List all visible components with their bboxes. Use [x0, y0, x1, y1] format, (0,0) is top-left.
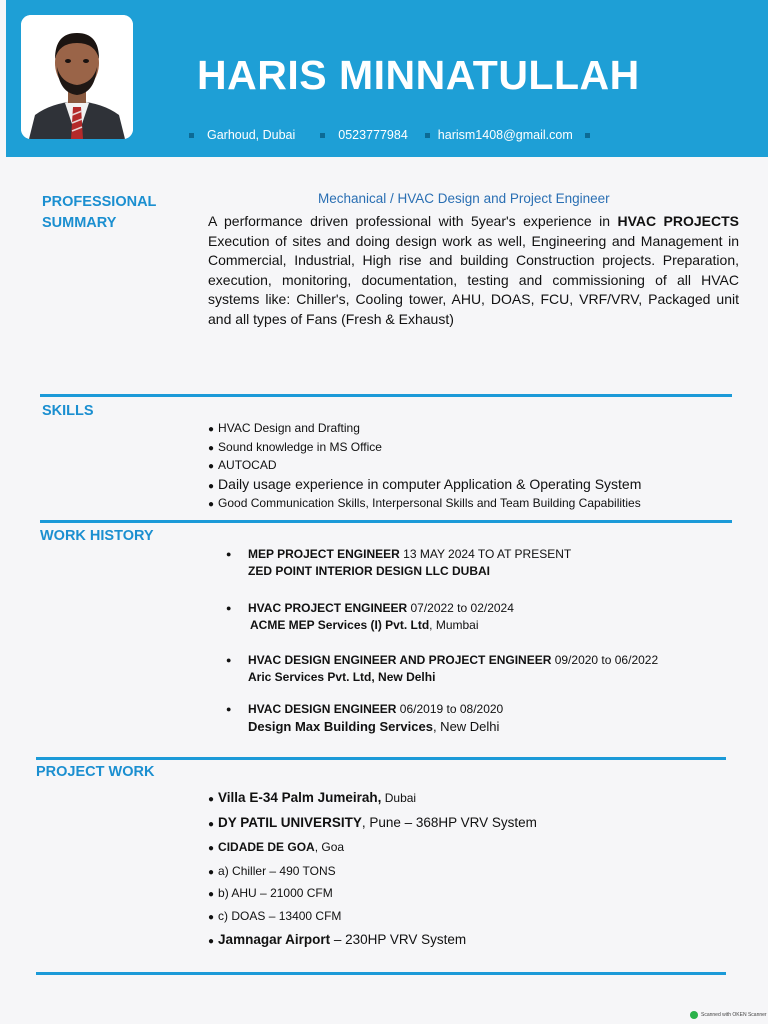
- bullet-icon: ●: [208, 480, 215, 492]
- header-banner: [6, 0, 768, 157]
- section-divider: [40, 520, 732, 523]
- phone-text: 0523777984: [338, 128, 408, 142]
- project-detail: Dubai: [381, 791, 417, 805]
- bullet-icon: ●: [208, 819, 215, 830]
- scanner-logo-icon: [690, 1011, 698, 1019]
- contact-email: [422, 128, 603, 142]
- profile-photo: [21, 15, 133, 139]
- scanner-watermark: [690, 1011, 767, 1019]
- bullet-icon: ●: [226, 704, 232, 714]
- project-item: [208, 790, 416, 805]
- job-dates: 13 MAY 2024 TO AT PRESENT: [399, 547, 572, 561]
- project-item: [208, 864, 336, 878]
- summary-heading-line2: SUMMARY: [42, 215, 117, 231]
- skill-text: Good Communication Skills, Interpersonal Skills and Team Building Capabilities: [218, 496, 641, 510]
- bullet-icon: ●: [208, 442, 215, 454]
- job-company: ACME MEP Services (I) Pvt. Ltd: [250, 618, 430, 632]
- bullet-icon: ●: [226, 549, 232, 559]
- job-entry: [226, 701, 503, 735]
- bullet-icon: ●: [226, 655, 232, 665]
- project-name: Villa E-34 Palm Jumeirah,: [218, 790, 382, 805]
- summary-text-start: A performance driven professional with 5year's experience in: [208, 213, 618, 229]
- project-item: [208, 815, 537, 830]
- location-text: Garhoud, Dubai: [207, 128, 296, 142]
- job-company: Design Max Building Services: [248, 719, 433, 734]
- project-name: CIDADE DE GOA: [218, 840, 315, 854]
- project-detail: a) Chiller – 490 TONS: [218, 864, 336, 878]
- bullet-icon: ●: [208, 867, 215, 878]
- job-entry: [226, 546, 571, 580]
- candidate-name: HARIS MINNATULLAH: [197, 52, 640, 98]
- role-title: Mechanical / HVAC Design and Project Engineer: [318, 191, 610, 206]
- contact-location: [186, 128, 295, 142]
- job-company: ZED POINT INTERIOR DESIGN LLC DUBAI: [248, 564, 491, 578]
- bullet-icon: ●: [208, 424, 215, 435]
- job-entry: [226, 652, 658, 686]
- bullet-icon: ●: [208, 843, 215, 854]
- job-place: , New Delhi: [432, 719, 500, 734]
- summary-text-bold: HVAC PROJECTS: [617, 213, 740, 229]
- job-title: HVAC DESIGN ENGINEER: [248, 702, 397, 716]
- scanner-text: Scanned with OKEN Scanner: [701, 1012, 767, 1018]
- job-dates: 09/2020 to 06/2022: [551, 653, 659, 667]
- bullet-icon: ●: [208, 936, 215, 947]
- project-detail: – 230HP VRV System: [330, 932, 467, 947]
- work-heading: WORK HISTORY: [40, 528, 154, 544]
- skill-text: Daily usage experience in computer Application & Operating System: [218, 475, 642, 492]
- bullet-icon: ●: [226, 603, 232, 613]
- summary-heading-line1: PROFESSIONAL: [42, 194, 157, 210]
- bullet-square-icon: [189, 133, 194, 138]
- skill-item: [208, 439, 728, 458]
- bullet-icon: ●: [208, 499, 215, 510]
- contact-line: [186, 128, 603, 142]
- project-detail: , Pune – 368HP VRV System: [361, 815, 537, 830]
- bullet-square-icon: [585, 133, 590, 138]
- bullet-icon: ●: [208, 889, 215, 900]
- section-divider: [40, 394, 732, 397]
- bullet-icon: ●: [208, 912, 215, 923]
- project-name: Jamnagar Airport: [218, 932, 331, 947]
- skill-text: AUTOCAD: [218, 458, 277, 472]
- bullet-icon: ●: [208, 461, 215, 472]
- summary-text: [208, 212, 739, 329]
- summary-text-rest: Execution of sites and doing design work as well, Engineering and Management in Commercial, Industrial, High rise and building Construction projects. Preparation, execution, monitoring, documentation, testing and commissioning of all HVAC systems like: Chiller's, Cooling tower, AHU, DOAS, FCU, VRF/VRV, Packaged unit and all types of Fans (Fresh & Exhaust): [208, 232, 739, 327]
- skills-list: [208, 420, 728, 514]
- skill-item: [208, 495, 728, 514]
- skill-item: [208, 420, 728, 439]
- project-item: [208, 886, 333, 900]
- job-dates: 06/2019 to 08/2020: [396, 702, 504, 716]
- project-item: [208, 909, 341, 923]
- skill-text: Sound knowledge in MS Office: [218, 439, 382, 454]
- projects-heading: PROJECT WORK: [36, 764, 155, 780]
- project-detail: c) DOAS – 13400 CFM: [218, 909, 342, 923]
- project-name: DY PATIL UNIVERSITY: [218, 815, 362, 830]
- skill-item: [208, 457, 728, 476]
- project-detail: , Goa: [314, 840, 345, 854]
- bullet-icon: ●: [208, 794, 215, 805]
- project-item: [208, 932, 466, 947]
- job-company: Aric Services Pvt. Ltd, New Delhi: [248, 670, 436, 684]
- contact-phone: [317, 128, 408, 142]
- project-item: [208, 840, 344, 854]
- job-title: HVAC DESIGN ENGINEER AND PROJECT ENGINEER: [248, 653, 552, 667]
- job-dates: 07/2022 to 02/2024: [407, 601, 514, 615]
- skill-item: [208, 476, 728, 496]
- bullet-square-icon: [425, 133, 430, 138]
- project-detail: b) AHU – 21000 CFM: [218, 886, 333, 900]
- skills-heading: SKILLS: [42, 403, 94, 419]
- summary-heading: [42, 192, 156, 234]
- section-divider: [36, 757, 726, 760]
- section-divider: [36, 972, 726, 975]
- job-place: , Mumbai: [429, 618, 479, 632]
- job-entry: [226, 600, 514, 634]
- skill-text: HVAC Design and Drafting: [218, 421, 360, 435]
- job-title: HVAC PROJECT ENGINEER: [248, 601, 408, 615]
- bullet-square-icon: [320, 133, 325, 138]
- email-text: harism1408@gmail.com: [437, 128, 573, 142]
- job-title: MEP PROJECT ENGINEER: [248, 547, 400, 561]
